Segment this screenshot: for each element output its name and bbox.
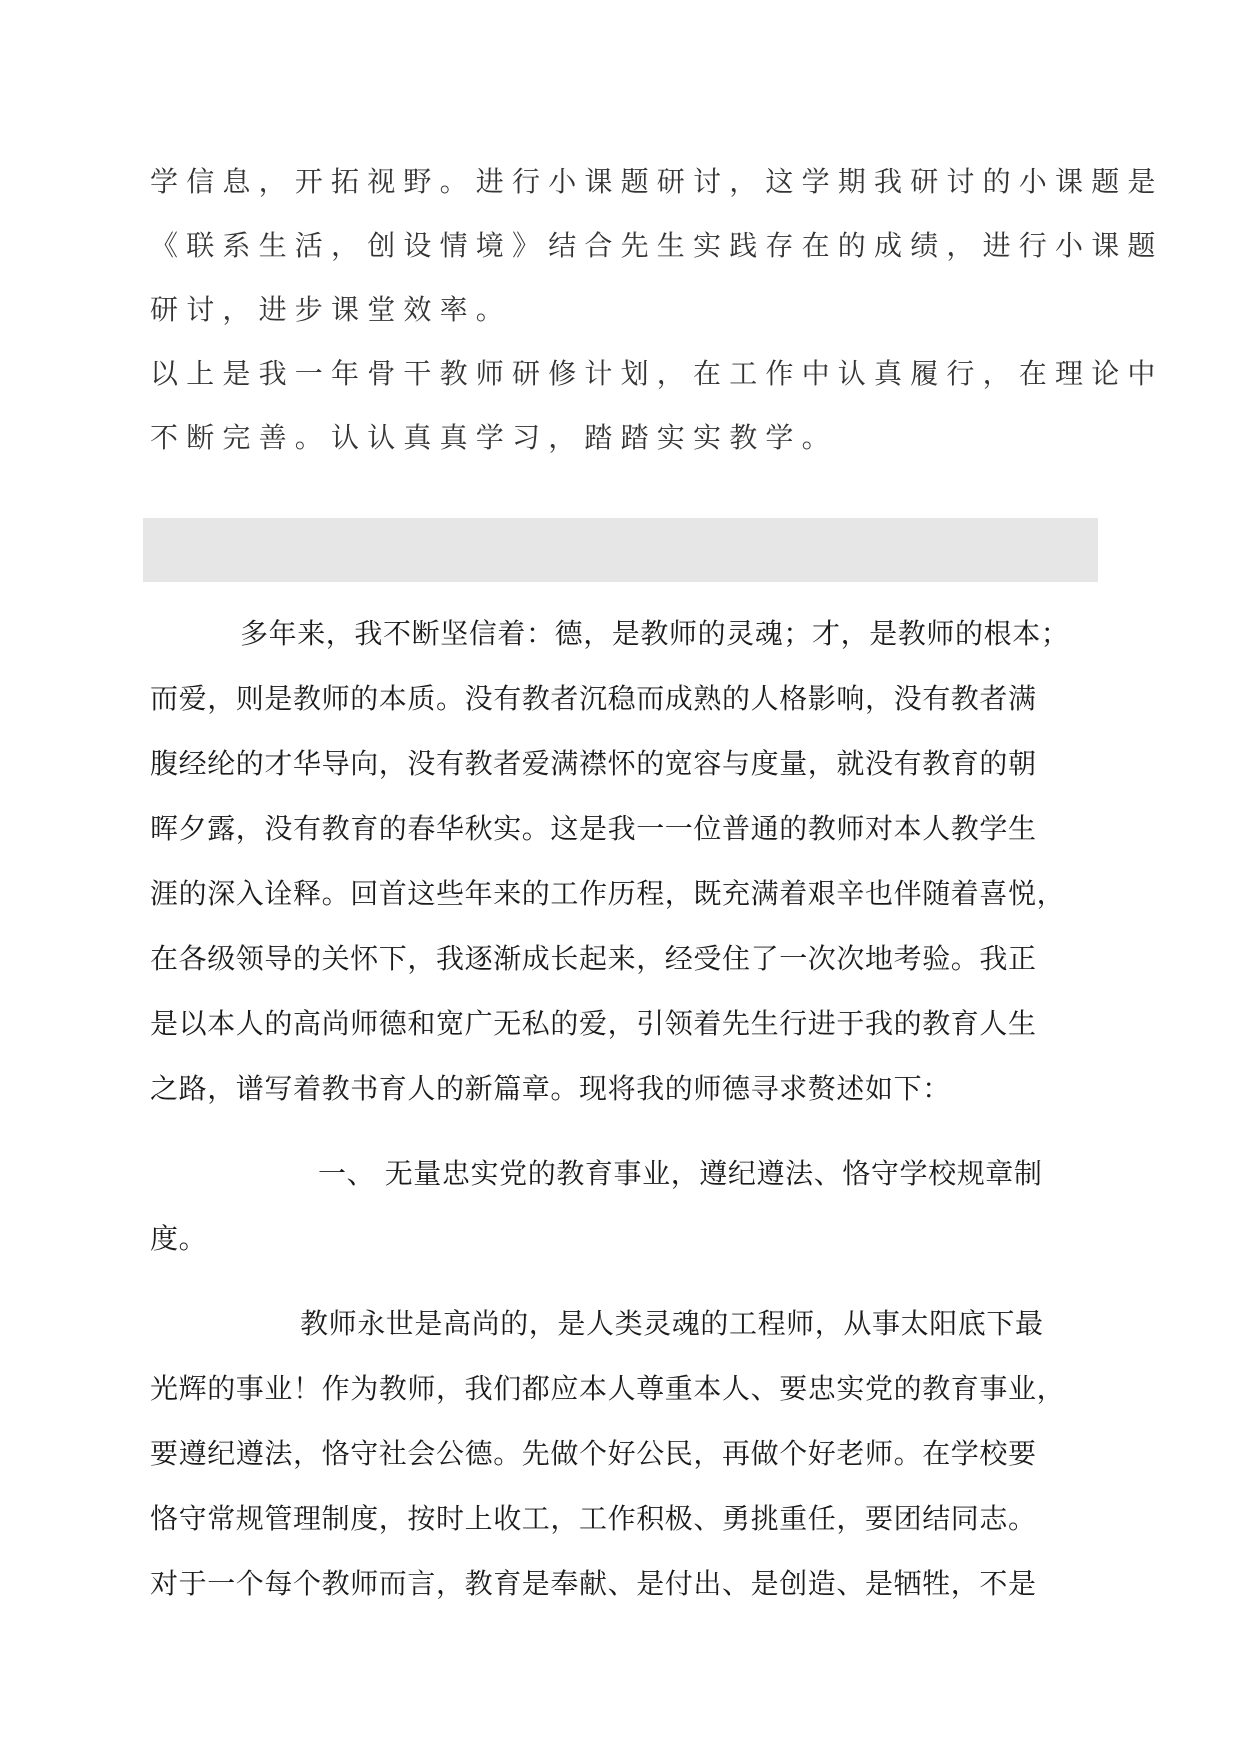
- paragraph-line: 之路，谱写着教书育人的新篇章。现将我的师德寻求赘述如下：: [150, 1072, 951, 1105]
- paragraph-line: 涯的深入诠释。回首这些年来的工作历程，既充满着艰辛也伴随着喜悦，: [150, 877, 1066, 910]
- section-heading: 度。: [150, 1222, 208, 1255]
- paragraph-line: 对于一个每个教师而言，教育是奉献、是付出、是创造、是牺牲，不是: [150, 1567, 1037, 1600]
- text-line: 《联系生活，创设情境》结合先生实践存在的成绩，进行小课题: [150, 229, 1164, 262]
- text-line: 学信息，开拓视野。进行小课题研讨，这学期我研讨的小课题是: [150, 165, 1164, 198]
- text-line: 不断完善。认认真真学习，踏踏实实教学。: [150, 421, 838, 454]
- separator-band: [143, 518, 1098, 582]
- paragraph-line: 腹经纶的才华导向，没有教者爱满襟怀的宽容与度量，就没有教育的朝: [150, 747, 1037, 780]
- paragraph-line: 教师永世是高尚的，是人类灵魂的工程师，从事太阳底下最: [300, 1307, 1044, 1340]
- paragraph-line: 要遵纪遵法，恪守社会公德。先做个好公民，再做个好老师。在学校要: [150, 1437, 1037, 1470]
- paragraph-line: 多年来，我不断坚信着：德，是教师的灵魂；才，是教师的根本；: [240, 617, 1070, 650]
- paragraph-line: 而爱，则是教师的本质。没有教者沉稳而成熟的人格影响，没有教者满: [150, 682, 1037, 715]
- text-line: 以上是我一年骨干教师研修计划，在工作中认真履行，在理论中: [150, 357, 1164, 390]
- section-heading: 一、 无量忠实党的教育事业，遵纪遵法、恪守学校规章制: [318, 1157, 1043, 1190]
- paragraph-line: 光辉的事业！作为教师，我们都应本人尊重本人、要忠实党的教育事业，: [150, 1372, 1066, 1405]
- paragraph-line: 恪守常规管理制度，按时上收工，工作积极、勇挑重任，要团结同志。: [150, 1502, 1037, 1535]
- text-line: 研讨，进步课堂效率。: [150, 293, 513, 326]
- paragraph-line: 是以本人的高尚师德和宽广无私的爱，引领着先生行进于我的教育人生: [150, 1007, 1037, 1040]
- paragraph-line: 晖夕露，没有教育的春华秋实。这是我一一位普通的教师对本人教学生: [150, 812, 1037, 845]
- paragraph-line: 在各级领导的关怀下，我逐渐成长起来，经受住了一次次地考验。我正: [150, 942, 1037, 975]
